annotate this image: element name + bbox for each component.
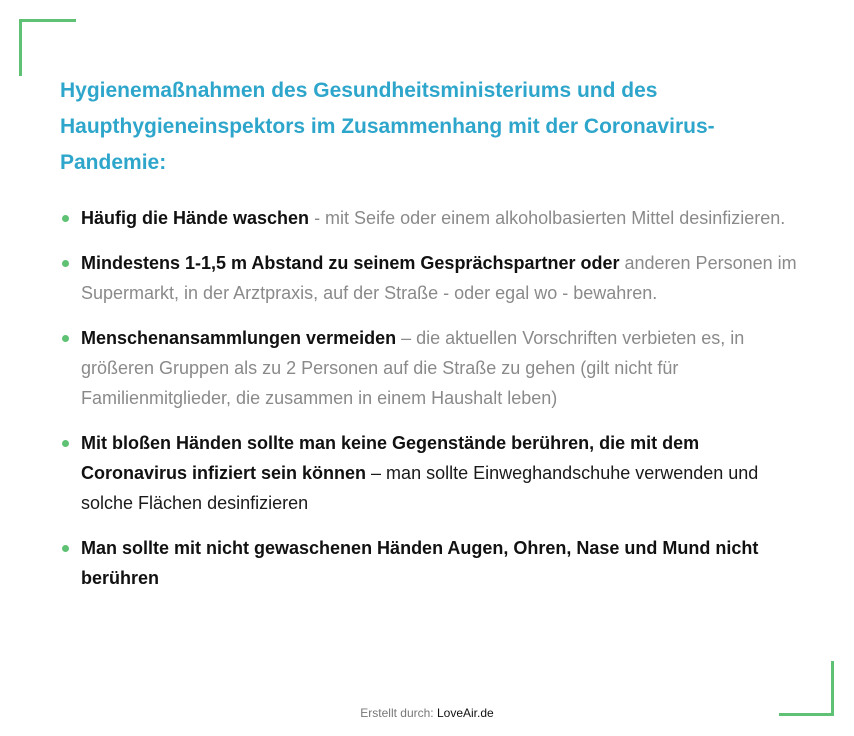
item-bold-text: Mit bloßen Händen sollte man keine Gegenstände berühren, die mit dem Coronavirus infiziert sein können bbox=[81, 433, 700, 483]
footer-credit bbox=[0, 703, 854, 723]
item-bold-text: Menschenansammlungen vermeiden bbox=[81, 328, 397, 348]
item-bold-text: Man sollte mit nicht gewaschenen Händen Augen, Ohren, Nase und Mund nicht berühren bbox=[81, 538, 759, 588]
bullet-icon bbox=[62, 440, 69, 447]
footer-brand-link[interactable]: LoveAir.de bbox=[436, 706, 494, 720]
bullet-icon bbox=[62, 260, 69, 267]
hygiene-measures-list bbox=[60, 203, 800, 608]
bullet-icon bbox=[62, 335, 69, 342]
list-item bbox=[60, 203, 800, 233]
item-bold-text: Häufig die Hände waschen bbox=[81, 208, 310, 228]
list-item bbox=[60, 248, 800, 308]
item-text: anderen Personen im Supermarkt, in der Arztpraxis, auf der Straße - oder egal wo - bewahren. bbox=[81, 253, 797, 303]
list-item bbox=[60, 533, 800, 593]
bullet-icon bbox=[62, 545, 69, 552]
list-item bbox=[60, 323, 800, 413]
list-item bbox=[60, 428, 800, 518]
footer-label: Erstellt durch: bbox=[360, 706, 437, 720]
item-text: - mit Seife oder einem alkoholbasierten Mittel desinfizieren. bbox=[309, 208, 786, 228]
bullet-icon bbox=[62, 215, 69, 222]
page-title: Hygienemaßnahmen des Gesundheitsministeriums und des Haupthygieneinspektors im Zusammenhang mit der Coronavirus-Pandemie: bbox=[60, 79, 715, 174]
item-text: – die aktuellen Vorschriften verbieten es, in größeren Gruppen als zu 2 Personen auf die Straße zu gehen (gilt nicht für Familienmitglieder, die zusammen in einem Haushalt leben) bbox=[81, 328, 745, 408]
corner-frame-top-left bbox=[19, 19, 76, 76]
item-text: – man sollte Einweghandschuhe verwenden und solche Flächen desinfizieren bbox=[81, 463, 759, 513]
item-bold-text: Mindestens 1-1,5 m Abstand zu seinem Gesprächspartner oder bbox=[81, 253, 620, 273]
